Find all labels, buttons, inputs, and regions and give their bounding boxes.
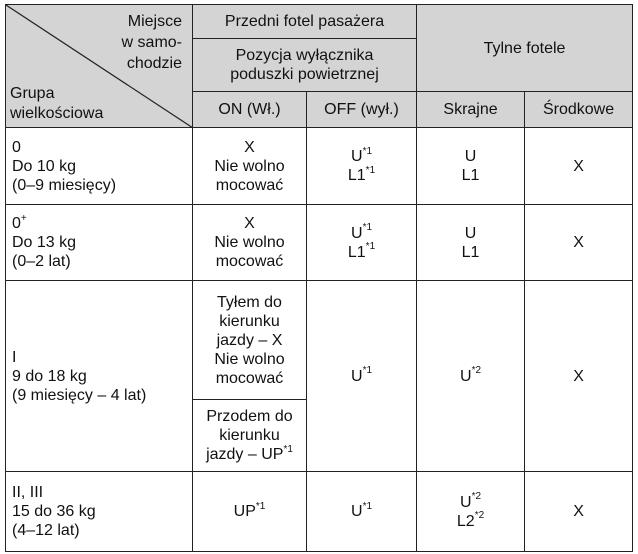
corner-size-group-label: Grupa wielkościowa <box>10 85 104 122</box>
table-row <box>6 281 633 400</box>
on-cell: X Nie wolno mocować <box>193 128 307 205</box>
middle-seat-cell: X <box>525 472 633 552</box>
table-row <box>6 205 633 281</box>
off-cell: $U^{*1}$ L1$^{*1}$ <box>307 205 417 281</box>
middle-seat-column-header: Środkowe <box>525 92 633 128</box>
middle-seat-cell: X <box>525 281 633 472</box>
header-corner-cell <box>6 5 193 128</box>
outer-seats-column-header: Skrajne <box>417 92 525 128</box>
outer-seats-cell: $U^{*2}$ <box>417 281 525 472</box>
off-cell: $U^{*1}$ <box>307 472 417 552</box>
on-cell-forward-facing: Przodem do kierunku jazdy – UP$^{*1}$ <box>193 400 307 472</box>
middle-seat-cell: X <box>525 128 633 205</box>
size-group-cell: I 9 do 18 kg (9 miesięcy – 4 lat) <box>6 281 193 472</box>
airbag-switch-position-header: Pozycja wyłącznika poduszki powietrznej <box>193 39 417 92</box>
off-column-header: OFF (wył.) <box>307 92 417 128</box>
on-column-header: ON (Wł.) <box>193 92 307 128</box>
on-cell: X Nie wolno mocować <box>193 205 307 281</box>
outer-seats-cell: $U^{*2}$ L2$^{*2}$ <box>417 472 525 552</box>
child-seat-table-container <box>5 4 633 552</box>
size-group-cell: II, III 15 do 36 kg (4–12 lat) <box>6 472 193 552</box>
outer-seats-cell: U L1 <box>417 128 525 205</box>
rear-seats-header: Tylne fotele <box>417 5 633 92</box>
size-group-cell: 0+ Do 13 kg (0–2 lat) <box>6 205 193 281</box>
front-seat-header: Przedni fotel pasażera <box>193 5 417 39</box>
size-group-cell: 0 Do 10 kg (0–9 miesięcy) <box>6 128 193 205</box>
on-cell-rear-facing: Tyłem do kierunku jazdy – X Nie wolno mocować <box>193 281 307 400</box>
middle-seat-cell: X <box>525 205 633 281</box>
off-cell: $U^{*1}$ L1$^{*1}$ <box>307 128 417 205</box>
corner-seat-position-label: Miejsce w samo- chodzie <box>121 13 182 72</box>
outer-seats-cell: U L1 <box>417 205 525 281</box>
child-seat-compatibility-table <box>5 4 633 552</box>
off-cell: $U^{*1}$ <box>307 281 417 472</box>
on-cell: UP$^{*1}$ <box>193 472 307 552</box>
table-row <box>6 472 633 552</box>
table-row <box>6 128 633 205</box>
